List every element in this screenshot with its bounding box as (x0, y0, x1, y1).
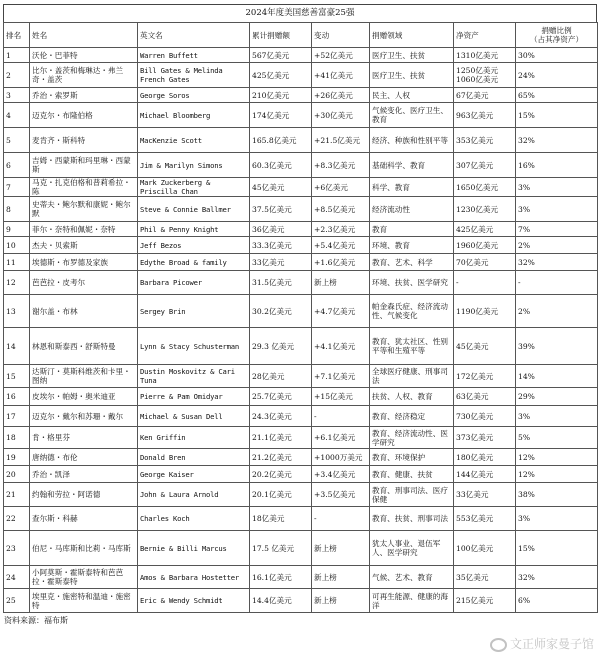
watermark-text: 文正师家曼子馆 (509, 637, 594, 651)
cell-name: 麦肯齐・斯科特 (30, 128, 138, 153)
cell-name: 伯尼・马库斯和比莉・马库斯 (30, 531, 138, 566)
cell-english-name: Jeff Bezos (138, 237, 250, 254)
cell-field: 气候、艺术、教育 (370, 566, 454, 589)
cell-ratio: 24% (516, 63, 598, 88)
cell-total-donation: 24.3亿美元 (250, 406, 312, 427)
cell-net-worth: 307亿美元 (454, 153, 516, 178)
cell-ratio: - (516, 271, 598, 295)
cell-change: +7.1亿美元 (312, 365, 370, 388)
cell-field: 环境、扶贫、医学研究 (370, 271, 454, 295)
cell-net-worth: 553亿美元 (454, 507, 516, 531)
cell-change: +3.4亿美元 (312, 466, 370, 483)
cell-english-name: Charles Koch (138, 507, 250, 531)
cell-english-name: Bernie & Billi Marcus (138, 531, 250, 566)
cell-total-donation: 29.3 亿美元 (250, 328, 312, 365)
cell-rank: 22 (4, 507, 30, 531)
cell-net-worth: 172亿美元 (454, 365, 516, 388)
weibo-icon (490, 638, 507, 652)
cell-net-worth: 1250亿美元 1060亿美元 (454, 63, 516, 88)
cell-english-name: Amos & Barbara Hostetter (138, 566, 250, 589)
cell-total-donation: 17.5 亿美元 (250, 531, 312, 566)
cell-rank: 25 (4, 589, 30, 613)
table-row (4, 531, 598, 566)
cell-english-name: Bill Gates & Melinda French Gates (138, 63, 250, 88)
cell-english-name: Michael Bloomberg (138, 103, 250, 128)
cell-field: 教育、刑事司法、医疗保健 (370, 483, 454, 507)
cell-english-name: George Kaiser (138, 466, 250, 483)
cell-change: +52亿美元 (312, 48, 370, 63)
cell-ratio: 29% (516, 388, 598, 406)
cell-rank: 12 (4, 271, 30, 295)
cell-field: 医疗卫生、扶贫 (370, 63, 454, 88)
cell-ratio: 65% (516, 88, 598, 103)
cell-change: +15亿美元 (312, 388, 370, 406)
cell-field: 经济流动性 (370, 197, 454, 222)
document-page (0, 4, 600, 662)
cell-field: 教育、环境保护 (370, 449, 454, 466)
cell-net-worth: 45亿美元 (454, 328, 516, 365)
cell-field: 教育、艺术、科学 (370, 254, 454, 271)
cell-change: +1000万美元 (312, 449, 370, 466)
cell-name: 沃伦・巴菲特 (30, 48, 138, 63)
cell-english-name: Sergey Brin (138, 295, 250, 328)
cell-ratio: 12% (516, 449, 598, 466)
cell-field: 犹太人事业、退伍军人、医学研究 (370, 531, 454, 566)
cell-english-name: Donald Bren (138, 449, 250, 466)
cell-field: 民主、人权 (370, 88, 454, 103)
header-row (4, 23, 598, 48)
cell-ratio: 3% (516, 178, 598, 197)
cell-name: 迈克尔・戴尔和苏珊・戴尔 (30, 406, 138, 427)
cell-ratio: 5% (516, 427, 598, 449)
cell-change: 新上榜 (312, 566, 370, 589)
philanthropy-table (3, 22, 598, 613)
cell-total-donation: 174亿美元 (250, 103, 312, 128)
table-row (4, 128, 598, 153)
cell-field: 教育、健康、扶贫 (370, 466, 454, 483)
cell-name: 马克・扎克伯格和普莉希拉・陈 (30, 178, 138, 197)
table-row (4, 483, 598, 507)
cell-change: +30亿美元 (312, 103, 370, 128)
cell-rank: 19 (4, 449, 30, 466)
cell-field: 教育、经济稳定 (370, 406, 454, 427)
cell-name: 吉姆・西蒙斯和玛里琳・西蒙斯 (30, 153, 138, 178)
cell-field: 教育、经济流动性、医学研究 (370, 427, 454, 449)
cell-ratio: 12% (516, 466, 598, 483)
source-note: 资料来源：福布斯 (4, 616, 68, 625)
cell-net-worth: 215亿美元 (454, 589, 516, 613)
cell-net-worth: 144亿美元 (454, 466, 516, 483)
cell-name: 比尔・盖茨和梅琳达・弗兰奇・盖茨 (30, 63, 138, 88)
cell-ratio: 30% (516, 48, 598, 63)
table-row (4, 507, 598, 531)
cell-net-worth: 35亿美元 (454, 566, 516, 589)
cell-change: - (312, 507, 370, 531)
cell-total-donation: 25.7亿美元 (250, 388, 312, 406)
cell-total-donation: 45亿美元 (250, 178, 312, 197)
cell-rank: 15 (4, 365, 30, 388)
table-row (4, 237, 598, 254)
cell-rank: 13 (4, 295, 30, 328)
cell-name: 谢尔盖・布林 (30, 295, 138, 328)
cell-name: 埃里克・施密特和温迪・施密特 (30, 589, 138, 613)
cell-field: 科学、教育 (370, 178, 454, 197)
cell-english-name: Mark Zuckerberg & Priscilla Chan (138, 178, 250, 197)
cell-net-worth: 33亿美元 (454, 483, 516, 507)
table-row (4, 566, 598, 589)
table-row (4, 103, 598, 128)
cell-name: 芭芭拉・皮考尔 (30, 271, 138, 295)
cell-english-name: Warren Buffett (138, 48, 250, 63)
cell-ratio: 14% (516, 365, 598, 388)
cell-change: - (312, 406, 370, 427)
cell-rank: 9 (4, 222, 30, 237)
cell-ratio: 2% (516, 295, 598, 328)
header-change: 变动 (312, 23, 370, 48)
cell-rank: 20 (4, 466, 30, 483)
table-row (4, 88, 598, 103)
cell-name: 杰夫・贝索斯 (30, 237, 138, 254)
cell-name: 乔治・凯泽 (30, 466, 138, 483)
cell-change: +4.7亿美元 (312, 295, 370, 328)
cell-name: 约翰和劳拉・阿诺德 (30, 483, 138, 507)
cell-change: +1.6亿美元 (312, 254, 370, 271)
cell-name: 菲尔・奈特和佩妮・奈特 (30, 222, 138, 237)
cell-net-worth: 353亿美元 (454, 128, 516, 153)
cell-change: +41亿美元 (312, 63, 370, 88)
cell-ratio: 3% (516, 197, 598, 222)
cell-name: 唐纳德・布伦 (30, 449, 138, 466)
table-row (4, 48, 598, 63)
cell-english-name: Pierre & Pam Omidyar (138, 388, 250, 406)
cell-english-name: Eric & Wendy Schmidt (138, 589, 250, 613)
table-row (4, 406, 598, 427)
cell-ratio: 16% (516, 153, 598, 178)
cell-total-donation: 36亿美元 (250, 222, 312, 237)
cell-net-worth: 100亿美元 (454, 531, 516, 566)
cell-rank: 3 (4, 88, 30, 103)
cell-rank: 24 (4, 566, 30, 589)
cell-change: +5.4亿美元 (312, 237, 370, 254)
cell-total-donation: 30.2亿美元 (250, 295, 312, 328)
cell-ratio: 32% (516, 566, 598, 589)
cell-change: +21.5亿美元 (312, 128, 370, 153)
cell-field: 可再生能源、健康的海洋 (370, 589, 454, 613)
cell-total-donation: 28亿美元 (250, 365, 312, 388)
cell-change: 新上榜 (312, 271, 370, 295)
cell-change: 新上榜 (312, 531, 370, 566)
cell-ratio: 32% (516, 128, 598, 153)
cell-net-worth: 180亿美元 (454, 449, 516, 466)
table-row (4, 153, 598, 178)
cell-rank: 1 (4, 48, 30, 63)
cell-total-donation: 31.5亿美元 (250, 271, 312, 295)
cell-total-donation: 21.2亿美元 (250, 449, 312, 466)
header-english-name: 英文名 (138, 23, 250, 48)
cell-net-worth: 425亿美元 (454, 222, 516, 237)
cell-change: +8.5亿美元 (312, 197, 370, 222)
cell-total-donation: 33亿美元 (250, 254, 312, 271)
cell-english-name: Lynn & Stacy Schusterman (138, 328, 250, 365)
cell-english-name: Edythe Broad & family (138, 254, 250, 271)
table-row (4, 63, 598, 88)
table-row (4, 466, 598, 483)
cell-ratio: 38% (516, 483, 598, 507)
cell-net-worth: 1650亿美元 (454, 178, 516, 197)
cell-field: 教育、扶贫、刑事司法 (370, 507, 454, 531)
cell-english-name: Steve & Connie Ballmer (138, 197, 250, 222)
header-net-worth: 净资产 (454, 23, 516, 48)
table-row (4, 449, 598, 466)
cell-change: +6.1亿美元 (312, 427, 370, 449)
cell-rank: 4 (4, 103, 30, 128)
table-row (4, 222, 598, 237)
cell-rank: 7 (4, 178, 30, 197)
cell-field: 全球医疗健康、刑事司法 (370, 365, 454, 388)
cell-ratio: 15% (516, 531, 598, 566)
cell-net-worth: 70亿美元 (454, 254, 516, 271)
cell-rank: 18 (4, 427, 30, 449)
cell-change: +8.3亿美元 (312, 153, 370, 178)
cell-total-donation: 425亿美元 (250, 63, 312, 88)
cell-rank: 21 (4, 483, 30, 507)
table-row (4, 271, 598, 295)
cell-total-donation: 16.1亿美元 (250, 566, 312, 589)
cell-net-worth: 67亿美元 (454, 88, 516, 103)
cell-change: 新上榜 (312, 589, 370, 613)
cell-total-donation: 20.1亿美元 (250, 483, 312, 507)
cell-change: +3.5亿美元 (312, 483, 370, 507)
cell-name: 肯・格里芬 (30, 427, 138, 449)
table-row (4, 427, 598, 449)
table-row (4, 388, 598, 406)
cell-rank: 2 (4, 63, 30, 88)
cell-rank: 5 (4, 128, 30, 153)
table-row (4, 178, 598, 197)
cell-ratio: 32% (516, 254, 598, 271)
table-row (4, 365, 598, 388)
cell-change: +6亿美元 (312, 178, 370, 197)
cell-total-donation: 210亿美元 (250, 88, 312, 103)
cell-field: 扶贫、人权、教育 (370, 388, 454, 406)
cell-change: +4.1亿美元 (312, 328, 370, 365)
table-row (4, 254, 598, 271)
cell-field: 气候变化、医疗卫生、教育 (370, 103, 454, 128)
cell-english-name: Michael & Susan Dell (138, 406, 250, 427)
cell-change: +26亿美元 (312, 88, 370, 103)
header-total-donation: 累计捐赠额 (250, 23, 312, 48)
table-row (4, 328, 598, 365)
cell-field: 基础科学、教育 (370, 153, 454, 178)
cell-field: 经济、种族和性别平等 (370, 128, 454, 153)
cell-rank: 17 (4, 406, 30, 427)
cell-name: 皮埃尔・帕姆・奥米迪亚 (30, 388, 138, 406)
cell-name: 查尔斯・科赫 (30, 507, 138, 531)
cell-total-donation: 33.3亿美元 (250, 237, 312, 254)
cell-total-donation: 20.2亿美元 (250, 466, 312, 483)
cell-net-worth: 1230亿美元 (454, 197, 516, 222)
cell-name: 达斯汀・莫斯科维茨和卡里・图纳 (30, 365, 138, 388)
header-ratio: 捐赠比例 （占其净资产） (516, 23, 598, 48)
cell-english-name: Jim & Marilyn Simons (138, 153, 250, 178)
cell-english-name: George Soros (138, 88, 250, 103)
cell-rank: 11 (4, 254, 30, 271)
cell-total-donation: 165.8亿美元 (250, 128, 312, 153)
cell-rank: 16 (4, 388, 30, 406)
cell-ratio: 2% (516, 237, 598, 254)
cell-ratio: 7% (516, 222, 598, 237)
table-row (4, 295, 598, 328)
cell-name: 迈克尔・布隆伯格 (30, 103, 138, 128)
cell-ratio: 3% (516, 507, 598, 531)
cell-total-donation: 21.1亿美元 (250, 427, 312, 449)
cell-english-name: MacKenzie Scott (138, 128, 250, 153)
cell-ratio: 39% (516, 328, 598, 365)
cell-name: 小阿莫斯・霍斯泰特和芭芭拉・霍斯泰特 (30, 566, 138, 589)
cell-total-donation: 14.4亿美元 (250, 589, 312, 613)
cell-net-worth: 1960亿美元 (454, 237, 516, 254)
table-row (4, 589, 598, 613)
cell-ratio: 15% (516, 103, 598, 128)
cell-field: 环境、教育 (370, 237, 454, 254)
cell-english-name: Barbara Picower (138, 271, 250, 295)
cell-rank: 8 (4, 197, 30, 222)
cell-rank: 6 (4, 153, 30, 178)
cell-field: 教育 (370, 222, 454, 237)
cell-total-donation: 37.5亿美元 (250, 197, 312, 222)
header-rank: 排名 (4, 23, 30, 48)
cell-english-name: Dustin Moskovitz & Cari Tuna (138, 365, 250, 388)
header-field: 捐赠领域 (370, 23, 454, 48)
cell-english-name: Phil & Penny Knight (138, 222, 250, 237)
cell-name: 乔治・索罗斯 (30, 88, 138, 103)
cell-rank: 10 (4, 237, 30, 254)
cell-ratio: 6% (516, 589, 598, 613)
cell-field: 帕金森氏症、经济流动性、气候变化 (370, 295, 454, 328)
header-name: 姓名 (30, 23, 138, 48)
cell-net-worth: 1190亿美元 (454, 295, 516, 328)
cell-net-worth: 1310亿美元 (454, 48, 516, 63)
cell-field: 教育、犹太社区、性别平等和生殖平等 (370, 328, 454, 365)
table-title: 2024年度美国慈善富豪25强 (3, 4, 597, 22)
cell-name: 史蒂夫・鲍尔默和康妮・鲍尔默 (30, 197, 138, 222)
cell-net-worth: 730亿美元 (454, 406, 516, 427)
cell-rank: 14 (4, 328, 30, 365)
cell-net-worth: 63亿美元 (454, 388, 516, 406)
cell-net-worth: 963亿美元 (454, 103, 516, 128)
cell-name: 埃德斯・布罗德及家族 (30, 254, 138, 271)
cell-change: +2.3亿美元 (312, 222, 370, 237)
cell-field: 医疗卫生、扶贫 (370, 48, 454, 63)
cell-name: 林恩和斯泰西・舒斯特曼 (30, 328, 138, 365)
watermark (490, 635, 594, 652)
cell-ratio: 3% (516, 406, 598, 427)
cell-rank: 23 (4, 531, 30, 566)
cell-total-donation: 18亿美元 (250, 507, 312, 531)
cell-english-name: Ken Griffin (138, 427, 250, 449)
table-row (4, 197, 598, 222)
cell-net-worth: - (454, 271, 516, 295)
cell-total-donation: 60.3亿美元 (250, 153, 312, 178)
cell-net-worth: 373亿美元 (454, 427, 516, 449)
cell-english-name: John & Laura Arnold (138, 483, 250, 507)
cell-total-donation: 567亿美元 (250, 48, 312, 63)
